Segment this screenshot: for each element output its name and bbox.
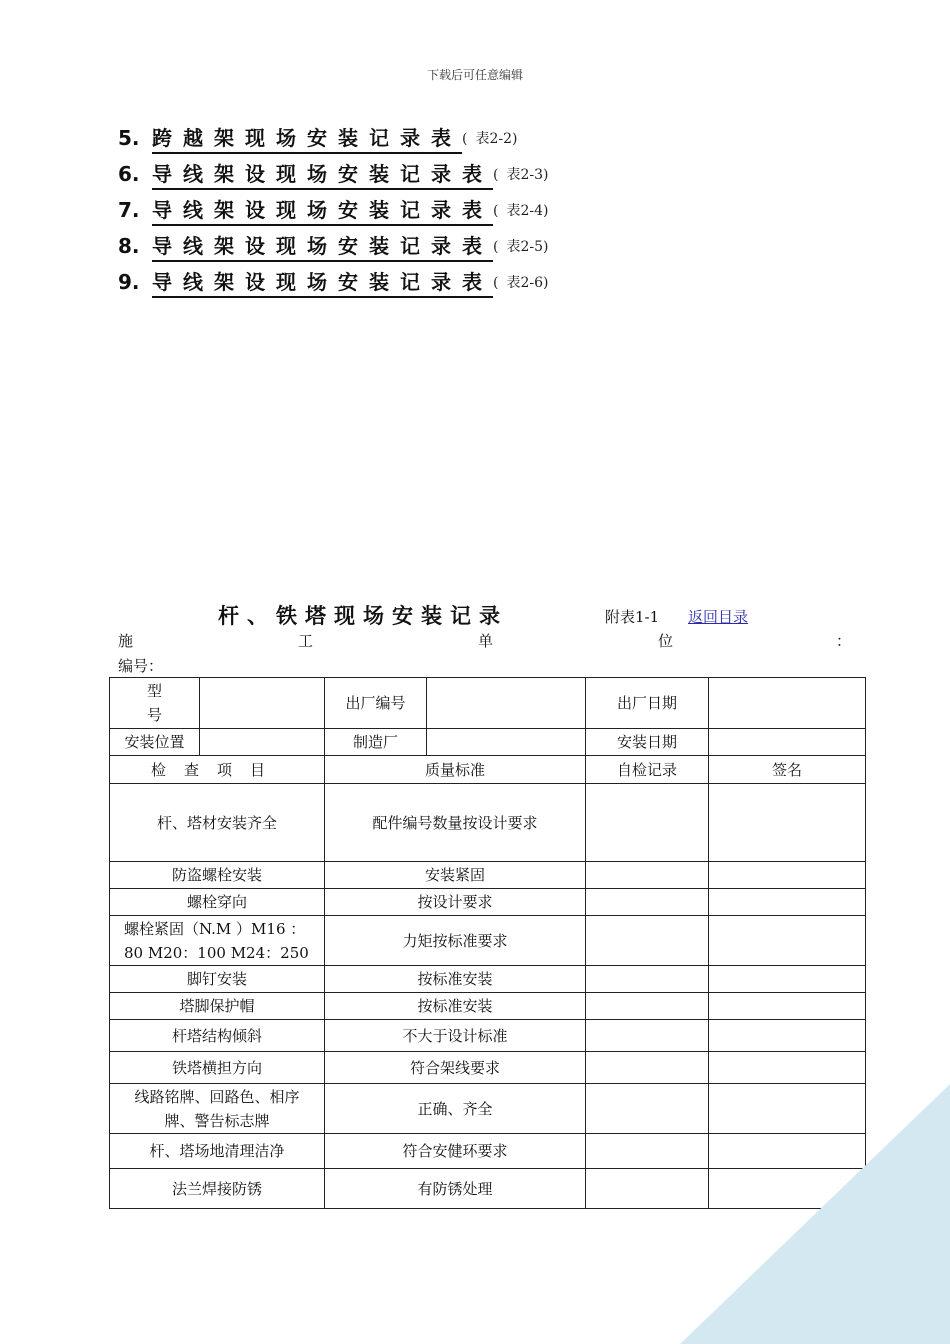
table-row <box>110 784 866 862</box>
quality-standard: 按标准安装 <box>325 966 586 993</box>
quality-standard: 正确、齐全 <box>325 1084 586 1134</box>
check-item: 杆、塔场地清理洁净 <box>110 1134 325 1169</box>
signature-cell[interactable] <box>709 889 866 916</box>
toc-title[interactable]: 导线架设现场安装记录表 <box>152 194 493 226</box>
self-check-cell[interactable] <box>586 1052 709 1084</box>
self-check-cell[interactable] <box>586 916 709 966</box>
table-row <box>110 678 866 729</box>
form-number-label: 编号： <box>118 657 164 675</box>
column-header-row <box>110 756 866 784</box>
corner-triangle <box>680 1084 950 1344</box>
toc-ref <box>493 200 548 220</box>
install-date-label: 安装日期 <box>586 729 709 756</box>
manufacturer-label: 制造厂 <box>325 729 427 756</box>
appendix-label: 附表1-1 <box>605 608 660 626</box>
toc-ref <box>493 164 548 184</box>
signature-cell[interactable] <box>709 784 866 862</box>
toc-number: 5. <box>118 126 140 150</box>
toc-item[interactable] <box>118 192 548 228</box>
model-value[interactable] <box>200 678 325 729</box>
check-item: 螺栓紧固（N.M ）M16 ： 80 M20：100 M24：250 <box>110 916 325 966</box>
check-item: 杆塔结构倾斜 <box>110 1020 325 1052</box>
model-label: 型 号 <box>110 678 200 729</box>
check-item: 螺栓穿向 <box>110 889 325 916</box>
quality-standard: 符合架线要求 <box>325 1052 586 1084</box>
check-item: 法兰焊接防锈 <box>110 1169 325 1209</box>
form-title-row <box>0 600 950 630</box>
table-of-contents <box>118 120 548 300</box>
quality-standard: 按设计要求 <box>325 889 586 916</box>
table-row <box>110 966 866 993</box>
toc-open-paren: ( <box>462 131 468 147</box>
toc-item[interactable] <box>118 228 548 264</box>
quality-standard: 力矩按标准要求 <box>325 916 586 966</box>
toc-open-paren: ( <box>493 239 499 255</box>
construction-unit-label <box>118 630 852 652</box>
table-row <box>110 889 866 916</box>
signature-cell[interactable] <box>709 862 866 889</box>
signature-cell[interactable] <box>709 966 866 993</box>
signature-cell[interactable] <box>709 916 866 966</box>
toc-open-paren: ( <box>493 275 499 291</box>
check-item: 铁塔横担方向 <box>110 1052 325 1084</box>
toc-ref-text: 表2-3) <box>506 167 549 183</box>
table-row <box>110 862 866 889</box>
toc-number: 6. <box>118 162 140 186</box>
check-item: 脚钉安装 <box>110 966 325 993</box>
unit-label-char: 单 <box>478 632 494 650</box>
quality-standard: 配件编号数量按设计要求 <box>325 784 586 862</box>
quality-standard: 有防锈处理 <box>325 1169 586 1209</box>
toc-title[interactable]: 跨越架现场安装记录表 <box>152 122 462 154</box>
check-item: 线路铭牌、回路色、相序 牌、警告标志牌 <box>110 1084 325 1134</box>
check-item: 防盗螺栓安装 <box>110 862 325 889</box>
corner-decoration <box>680 1084 950 1344</box>
toc-ref-text: 表2-4) <box>506 203 549 219</box>
column-header-self-check: 自检记录 <box>586 756 709 784</box>
toc-number: 8. <box>118 234 140 258</box>
header-note: 下载后可任意编辑 <box>426 68 523 82</box>
factory-date-label: 出厂日期 <box>586 678 709 729</box>
signature-cell[interactable] <box>709 993 866 1020</box>
toc-open-paren: ( <box>493 203 499 219</box>
signature-cell[interactable] <box>709 1052 866 1084</box>
toc-title[interactable]: 导线架设现场安装记录表 <box>152 230 493 262</box>
toc-ref-text: 表2-5) <box>506 239 549 255</box>
self-check-cell[interactable] <box>586 966 709 993</box>
toc-item[interactable] <box>118 156 548 192</box>
unit-label-char: 工 <box>298 632 314 650</box>
column-header-item: 检查项目 <box>110 756 325 784</box>
quality-standard: 不大于设计标准 <box>325 1020 586 1052</box>
quality-standard: 按标准安装 <box>325 993 586 1020</box>
toc-title[interactable]: 导线架设现场安装记录表 <box>152 266 493 298</box>
toc-open-paren: ( <box>493 167 499 183</box>
table-row <box>110 993 866 1020</box>
toc-ref <box>493 272 548 292</box>
toc-number: 7. <box>118 198 140 222</box>
table-row <box>110 1020 866 1052</box>
toc-title[interactable]: 导线架设现场安装记录表 <box>152 158 493 190</box>
factory-no-label: 出厂编号 <box>325 678 427 729</box>
install-location-label: 安装位置 <box>110 729 200 756</box>
install-location-value[interactable] <box>200 729 325 756</box>
toc-number: 9. <box>118 270 140 294</box>
table-row <box>110 1052 866 1084</box>
unit-label-char: 位 <box>658 632 674 650</box>
self-check-cell[interactable] <box>586 1020 709 1052</box>
toc-item[interactable] <box>118 264 548 300</box>
signature-cell[interactable] <box>709 1020 866 1052</box>
self-check-cell[interactable] <box>586 784 709 862</box>
toc-ref-text: 表2-2) <box>475 131 518 147</box>
quality-standard: 符合安健环要求 <box>325 1134 586 1169</box>
toc-ref <box>462 128 517 148</box>
table-row <box>110 729 866 756</box>
self-check-cell[interactable] <box>586 993 709 1020</box>
toc-item[interactable] <box>118 120 548 156</box>
check-item: 杆、塔材安装齐全 <box>110 784 325 862</box>
table-row <box>110 916 866 966</box>
back-to-contents-link[interactable]: 返回目录 <box>688 608 749 626</box>
toc-ref <box>493 236 548 256</box>
toc-ref-text: 表2-6) <box>506 275 549 291</box>
check-item: 塔脚保护帽 <box>110 993 325 1020</box>
manufacturer-value[interactable] <box>427 729 586 756</box>
factory-date-value[interactable] <box>709 678 866 729</box>
column-header-standard: 质量标准 <box>325 756 586 784</box>
self-check-cell[interactable] <box>586 862 709 889</box>
form-title: 杆、铁塔现场安装记录 <box>218 604 508 628</box>
self-check-cell[interactable] <box>586 889 709 916</box>
column-header-signature: 签名 <box>709 756 866 784</box>
unit-label-colon: ： <box>836 632 852 650</box>
install-date-value[interactable] <box>709 729 866 756</box>
quality-standard: 安装紧固 <box>325 862 586 889</box>
unit-label-char: 施 <box>118 632 134 650</box>
factory-no-value[interactable] <box>427 678 586 729</box>
